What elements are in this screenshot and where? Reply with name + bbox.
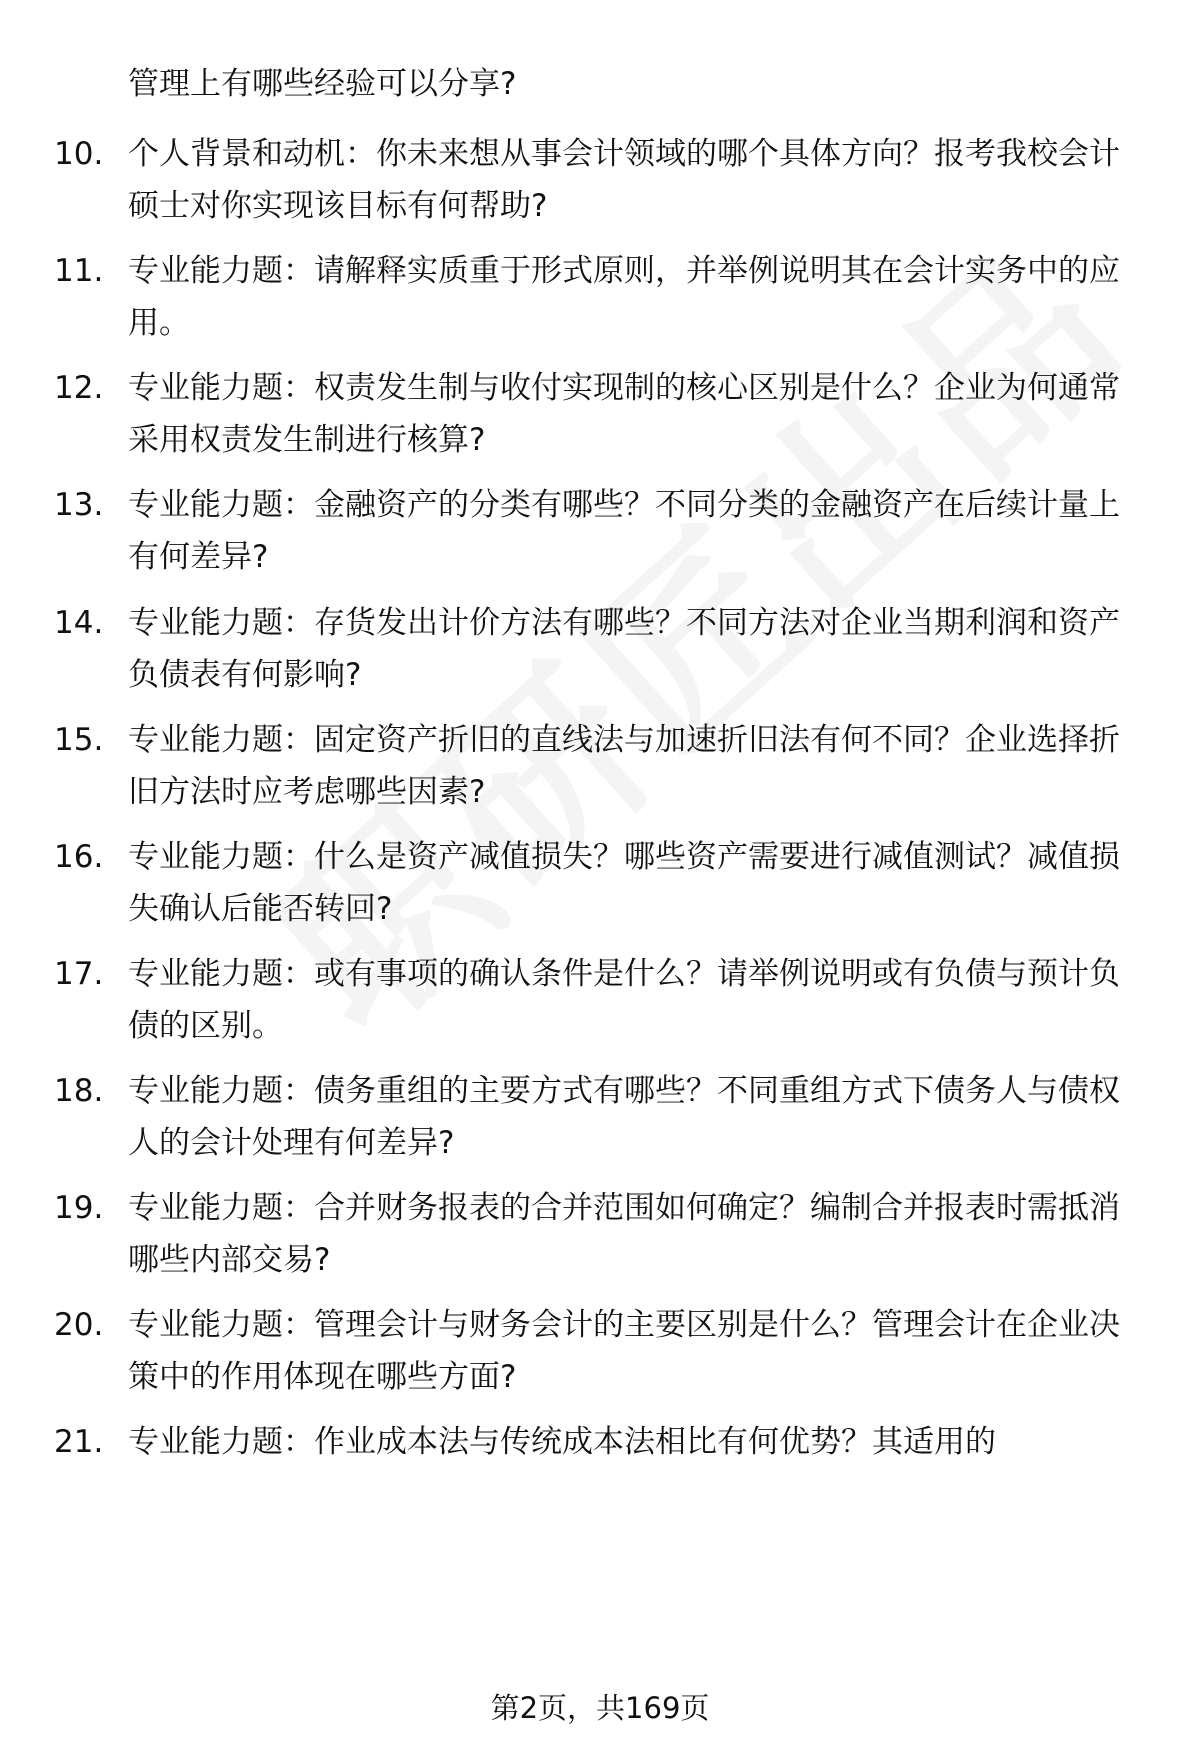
item-text: 个人背景和动机：你未来想从事会计领域的哪个具体方向？报考我校会计硕士对你实现该目标有何帮助? <box>128 136 1120 224</box>
item-number: 18. <box>54 1073 104 1109</box>
continuation-text: 管理上有哪些经验可以分享? <box>128 66 517 102</box>
item-text: 专业能力题：权责发生制与收付实现制的核心区别是什么？企业为何通常采用权责发生制进行核算? <box>128 370 1120 458</box>
item-number: 10. <box>54 136 104 172</box>
item-number: 14. <box>54 605 104 641</box>
item-text: 专业能力题：固定资产折旧的直线法与加速折旧法有何不同？企业选择折旧方法时应考虑哪些因素? <box>128 722 1120 810</box>
item-number: 15. <box>54 722 104 758</box>
item-text: 专业能力题：作业成本法与传统成本法相比有何优势？其适用的 <box>128 1424 996 1460</box>
item-text: 专业能力题：请解释实质重于形式原则，并举例说明其在会计实务中的应用。 <box>128 253 1120 341</box>
item-number: 12. <box>54 370 104 406</box>
item-text: 专业能力题：债务重组的主要方式有哪些？不同重组方式下债务人与债权人的会计处理有何差异? <box>128 1073 1120 1161</box>
item-number: 21. <box>54 1424 104 1460</box>
item-text: 专业能力题：存货发出计价方法有哪些？不同方法对企业当期利润和资产负债表有何影响? <box>128 605 1120 693</box>
page-footer: 第2页，共169页 <box>490 1691 710 1725</box>
item-number: 17. <box>54 956 104 992</box>
item-text: 专业能力题：什么是资产减值损失？哪些资产需要进行减值测试？减值损失确认后能否转回? <box>128 839 1120 927</box>
item-number: 16. <box>54 839 104 875</box>
item-text: 专业能力题：金融资产的分类有哪些？不同分类的金融资产在后续计量上有何差异? <box>128 487 1120 575</box>
item-text: 专业能力题：或有事项的确认条件是什么？请举例说明或有负债与预计负债的区别。 <box>128 956 1120 1044</box>
item-number: 20. <box>54 1307 104 1343</box>
item-number: 13. <box>54 487 104 523</box>
item-number: 11. <box>54 253 104 289</box>
item-text: 专业能力题：管理会计与财务会计的主要区别是什么？管理会计在企业决策中的作用体现在哪些方面? <box>128 1307 1120 1395</box>
item-number: 19. <box>54 1190 104 1226</box>
item-text: 专业能力题：合并财务报表的合并范围如何确定？编制合并报表时需抵消哪些内部交易? <box>128 1190 1120 1278</box>
